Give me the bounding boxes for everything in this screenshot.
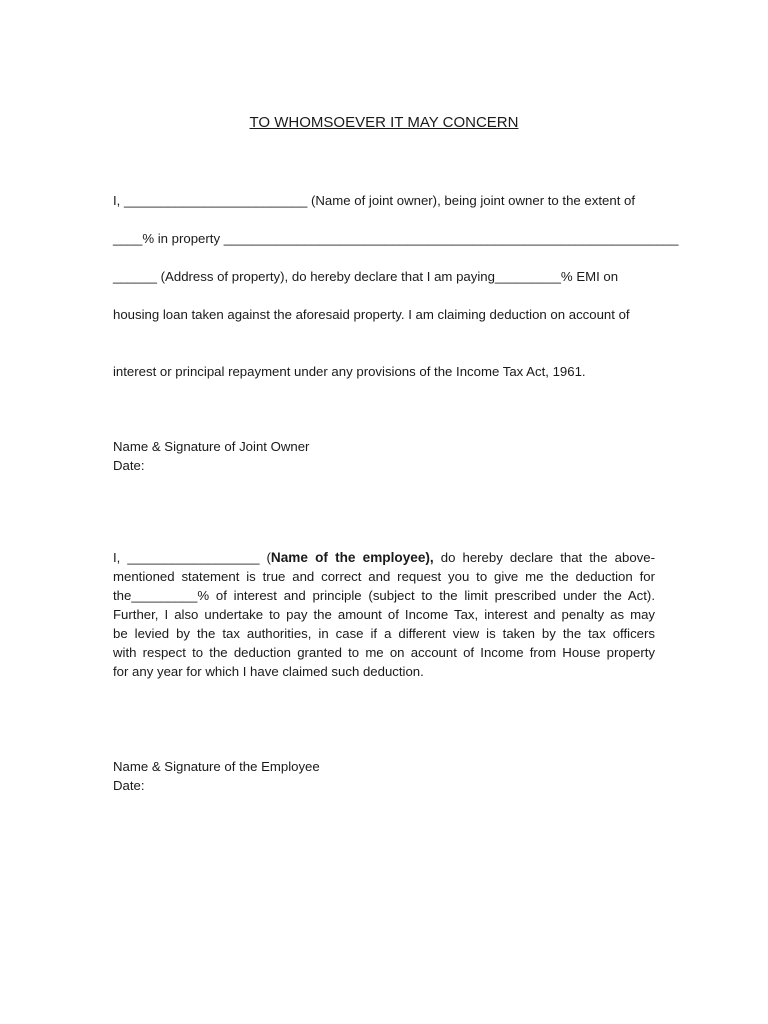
employee-line-1 [113,548,655,567]
joint-owner-line-5: interest or principal repayment under any provisions of the Income Tax Act, 1961. [113,364,586,379]
joint-owner-line-2: ____% in property ______________________________________________________________ [113,231,679,246]
employee-line-2: mentioned statement is true and correct and request you to give me the deduction for [113,569,655,584]
employee-name-label: Name of the employee), [270,550,434,565]
joint-owner-line-4: housing loan taken against the aforesaid property. I am claiming deduction on account of [113,307,630,322]
employee-line-6: with respect to the deduction granted to me on account of Income from House property [113,645,655,660]
employee-declaration-paragraph [113,548,655,681]
employee-line-4: Further, I also undertake to pay the amount of Income Tax, interest and penalty as may [113,607,655,622]
employee-line-1-suffix: do hereby declare that the above- [433,550,655,565]
joint-owner-line-3: ______ (Address of property), do hereby declare that I am paying_________% EMI on [113,269,619,284]
employee-date-label: Date: [113,778,145,793]
joint-owner-date-label: Date: [113,458,145,473]
employee-line-1-prefix: I, __________________ ( [113,550,271,565]
joint-owner-signature-label: Name & Signature of Joint Owner [113,439,310,454]
employee-line-5: be levied by the tax authorities, in case if a different view is taken by the tax officers [113,626,655,641]
employee-signature-label: Name & Signature of the Employee [113,759,320,774]
employee-line-7: for any year for which I have claimed such deduction. [113,664,424,679]
document-title: TO WHOMSOEVER IT MAY CONCERN [249,114,519,131]
employee-line-3: the_________% of interest and principle (subject to the limit prescribed under the Act). [113,588,655,603]
joint-owner-line-1: I, _________________________ (Name of joint owner), being joint owner to the extent of [113,193,636,208]
